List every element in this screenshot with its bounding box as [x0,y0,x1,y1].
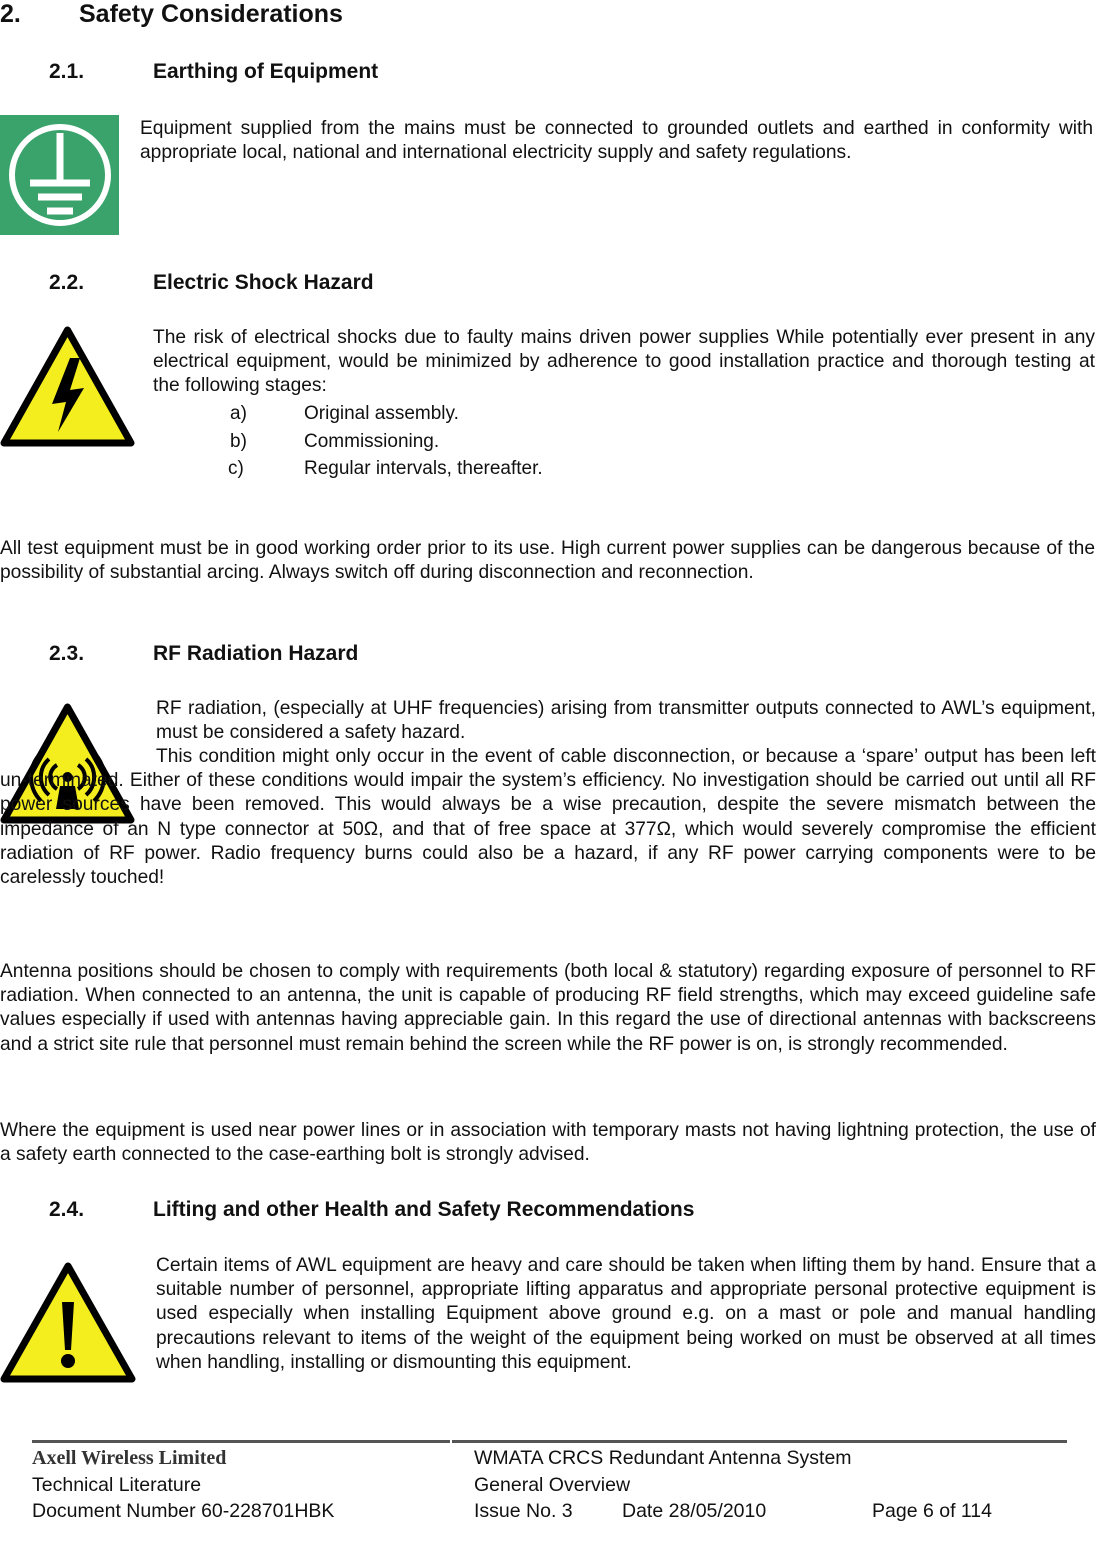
footer-product: WMATA CRCS Redundant Antenna System [474,1447,852,1469]
rf-paragraph-4: Where the equipment is used near power lines or in association with temporary masts not having lightning protection, the use of a safety earth connected to the case-earthing bolt is strongly advised. [0,1120,1096,1166]
section-number: 2. [0,0,21,28]
earth-ground-icon [0,115,119,235]
subsection-number: 2.3. [49,642,85,665]
footer-subtitle: General Overview [474,1474,631,1496]
list-item-text: Regular intervals, thereafter. [304,458,543,479]
subsection-heading-earthing [49,60,379,84]
rf-paragraph-1: RF radiation, (especially at UHF frequencies) arising from transmitter outputs connected to AWL’s equipment, must be considered a safety hazard. [156,698,1096,744]
lifting-paragraph: Certain items of AWL equipment are heavy and care should be taken when lifting them by hand. Ensure that a suitable number of personnel, appropriate lifting apparatus and appropriate personal protective equipment is used especially when installing Equipment above ground e.g. on a mast or pole and manual handling precautions relevant to items of the weight of the equipment being worked on must be observed at all times when handling, installing or dismounting this equipment. [156,1255,1096,1373]
footer-divider-right [452,1440,1067,1443]
test-equipment-paragraph: All test equipment must be in good working order prior to its use. High current power supplies can be dangerous because of the possibility of substantial arcing. Always switch off during disconnection and reconnection. [0,538,1095,584]
list-item-text: Original assembly. [304,403,459,424]
rf-paragraph-2: This condition might only occur in the event of cable disconnection, or because a ‘spare’ output has been left un-terminated. Either of these conditions would impair the system’s efficiency. No investigation should be carried out until all RF power sources have been removed. This would always be a wise precaution, despite the severe mismatch between the impedance of an N type connector at 50Ω, and that of free space at 377Ω, which would severely compromise the efficient radiation of RF power. Radio frequency burns could also be a hazard, if any RF power carrying components were to be carelessly touched! [0,746,1096,889]
subsection-number: 2.2. [49,271,85,294]
subsection-heading-shock [49,271,374,295]
subsection-number: 2.4. [49,1198,85,1221]
footer-divider-left [32,1440,450,1443]
subsection-heading-lifting [49,1198,695,1222]
subsection-title: Lifting and other Health and Safety Recommendations [153,1198,695,1221]
earthing-paragraph: Equipment supplied from the mains must be connected to grounded outlets and earthed in conformity with appropriate local, national and international electricity supply and safety regulations. [140,118,1093,164]
subsection-title: Electric Shock Hazard [153,271,374,294]
footer-page: Page 6 of 114 [872,1500,992,1522]
list-item-text: Commissioning. [304,431,440,452]
list-item-label: b) [230,431,247,452]
subsection-title: Earthing of Equipment [153,60,379,83]
electric-shock-warning-icon [0,326,135,448]
footer-date: Date 28/05/2010 [622,1500,767,1522]
footer-dept: Technical Literature [32,1474,202,1496]
list-item-label: c) [228,458,244,479]
subsection-number: 2.1. [49,60,85,83]
subsection-title: RF Radiation Hazard [153,642,359,665]
footer-doc-number: Document Number 60-228701HBK [32,1500,335,1522]
footer-company: Axell Wireless Limited [32,1447,227,1469]
subsection-heading-rf [49,642,359,666]
footer-issue: Issue No. 3 [474,1500,573,1522]
rf-paragraph-3: Antenna positions should be chosen to comply with requirements (both local & statutory) regarding exposure of personnel to RF radiation. When connected to an antenna, the unit is capable of producing RF field strengths, which may exceed guideline safe values especially if used with antennas having appreciable gain. In this regard the use of directional antennas with backscreens and a strict site rule that personnel must remain behind the screen while the RF power is on, is strongly recommended. [0,961,1096,1055]
list-item-label: a) [230,403,247,424]
general-warning-icon [0,1262,136,1384]
shock-paragraph: The risk of electrical shocks due to faulty mains driven power supplies While potentially ever present in any electrical equipment, would be minimized by adherence to good installation practice and thorough testing at the following stages: [153,327,1095,397]
section-heading [0,0,343,29]
section-title: Safety Considerations [79,0,343,28]
